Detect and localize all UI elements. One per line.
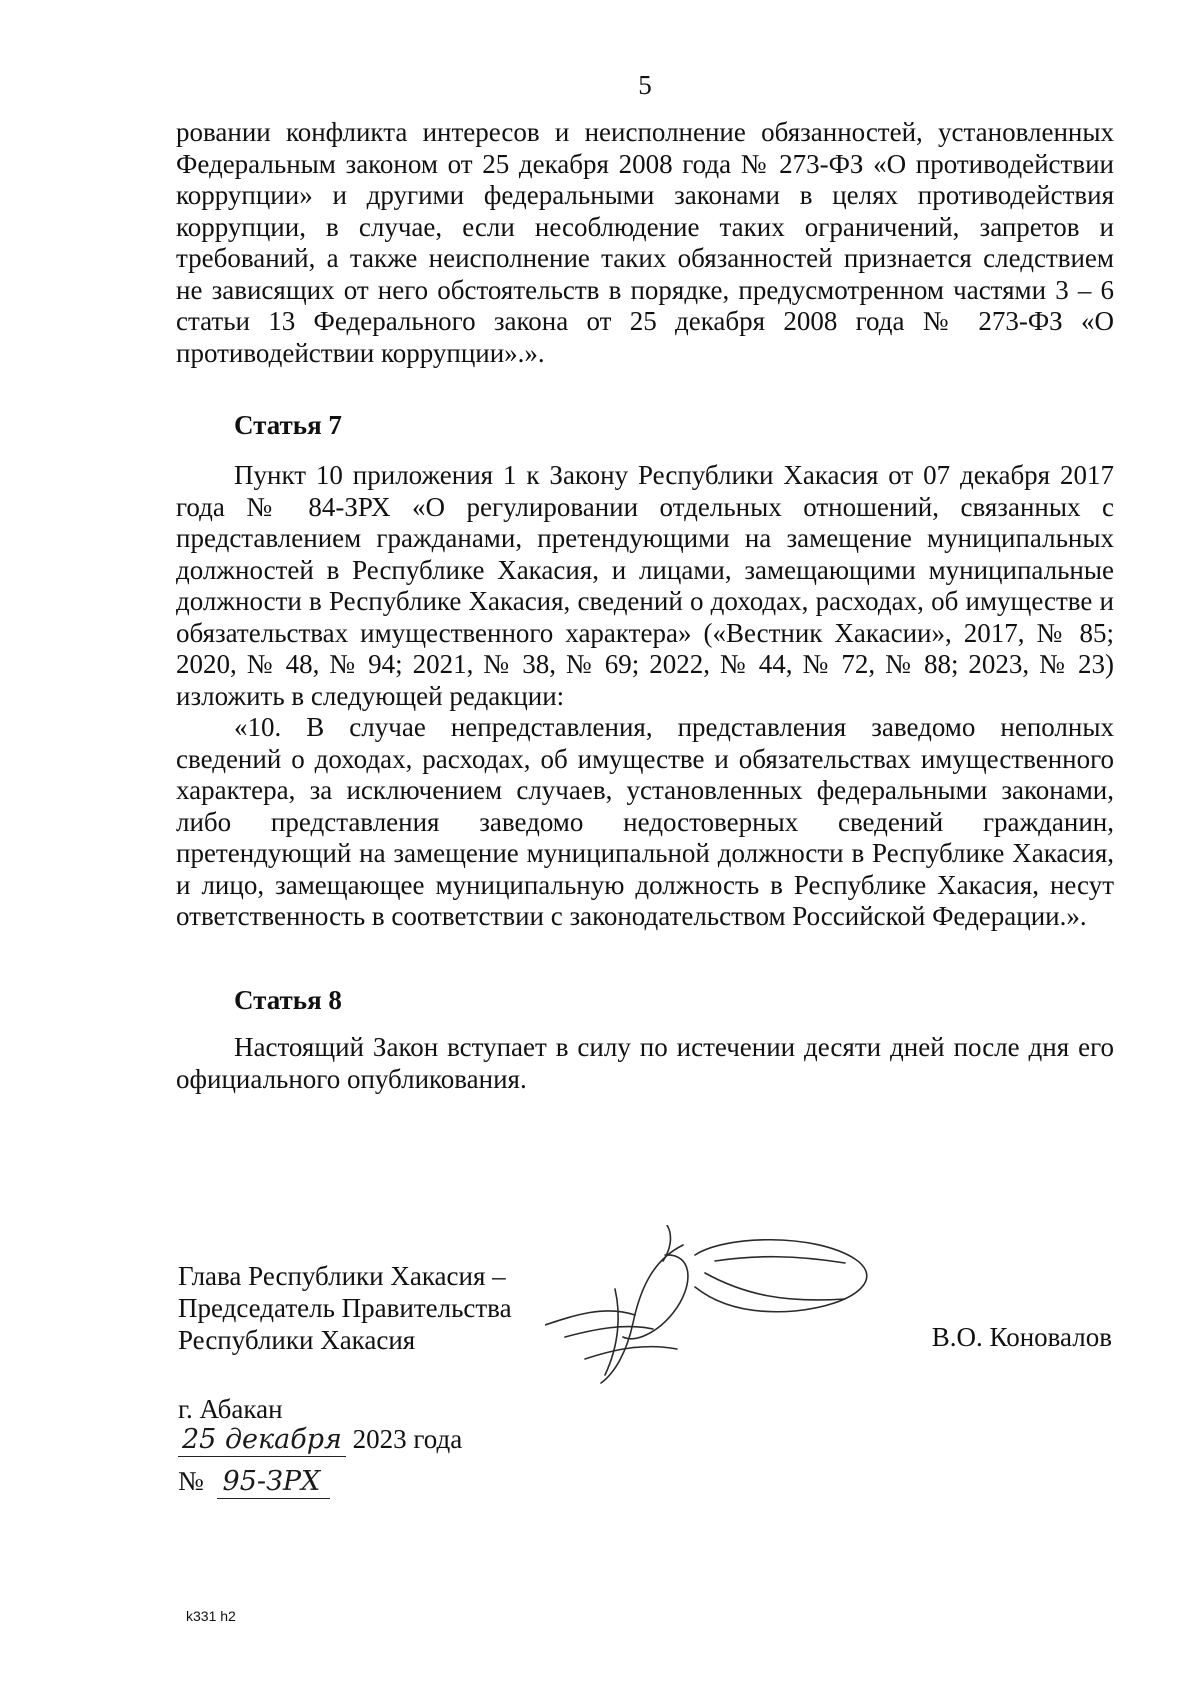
- signer-title-line-3: Республики Хакасия: [178, 1325, 416, 1355]
- signer-title-line-1: Глава Республики Хакасия –: [178, 1261, 506, 1291]
- article-7-paragraph-2: «10. В случае непредставления, представления заведомо неполных сведений о доходах, расходах, об имуществе и обязательствах имущественного характера, за исключением случаев, установленных федеральными законами, либо представления заведомо недостоверных сведений гражданин, претендующий на замещение муниципальной должности в Республике Хакасия, и лицо, замещающее муниципальную должность в Республике Хакасия, несут ответственность в соответствии с законодательством Российской Федерации.».: [176, 712, 1114, 931]
- document-code: k331 h2: [186, 1608, 236, 1624]
- place-of-signing: г. Абакан: [178, 1394, 283, 1424]
- law-number-prefix: №: [178, 1466, 204, 1496]
- date-line: [178, 1424, 462, 1464]
- article-8-paragraph: Настоящий Закон вступает в силу по истечении десяти дней после дня его официального опубликования.: [176, 1032, 1114, 1094]
- article-7-body: [176, 460, 1114, 933]
- handwritten-date: 25 декабря: [178, 1426, 346, 1457]
- signer-title: [178, 1260, 512, 1356]
- article-7-heading: Статья 7: [234, 410, 342, 440]
- article-7-paragraph-1: Пункт 10 приложения 1 к Закону Республики Хакасия от 07 декабря 2017 года № 84-ЗРХ «О регулировании отдельных отношений, связанных с представлением гражданами, претендующими на замещение муниципальных должностей в Республике Хакасия, и лицами, замещающими муниципальные должности в Республике Хакасия, сведений о доходах, расходах, об имуществе и обязательствах имущественного характера» («Вестник Хакасии», 2017, № 85; 2020, № 48, № 94; 2021, № 38, № 69; 2022, № 44, № 72, № 88; 2023, № 23) изложить в следующей редакции:: [176, 460, 1114, 711]
- date-year: 2023 года: [352, 1424, 463, 1454]
- article-8-heading: Статья 8: [234, 985, 342, 1015]
- signer-title-line-2: Председатель Правительства: [178, 1293, 512, 1323]
- intro-text-block: [176, 117, 1114, 369]
- handwritten-law-number: 95-ЗРХ: [217, 1468, 331, 1499]
- signer-name: В.О. Коновалов: [931, 1322, 1112, 1352]
- page-number: 5: [638, 70, 652, 100]
- law-number-line: [178, 1466, 330, 1499]
- intro-paragraph: ровании конфликта интересов и неисполнение обязанностей, установленных Федеральным законом от 25 декабря 2008 года № 273-ФЗ «О противодействии коррупции» и другими федеральными законами в целях противодействия коррупции, в случае, если несоблюдение таких ограничений, запретов и требований, а также неисполнение таких обязанностей признается следствием не зависящих от него обстоятельств в порядке, предусмотренном частями 3 – 6 статьи 13 Федерального закона от 25 декабря 2008 года № 273-ФЗ «О противодействии коррупции».».: [176, 117, 1114, 368]
- article-8-body: [176, 1032, 1114, 1095]
- handwritten-signature: [545, 1225, 885, 1395]
